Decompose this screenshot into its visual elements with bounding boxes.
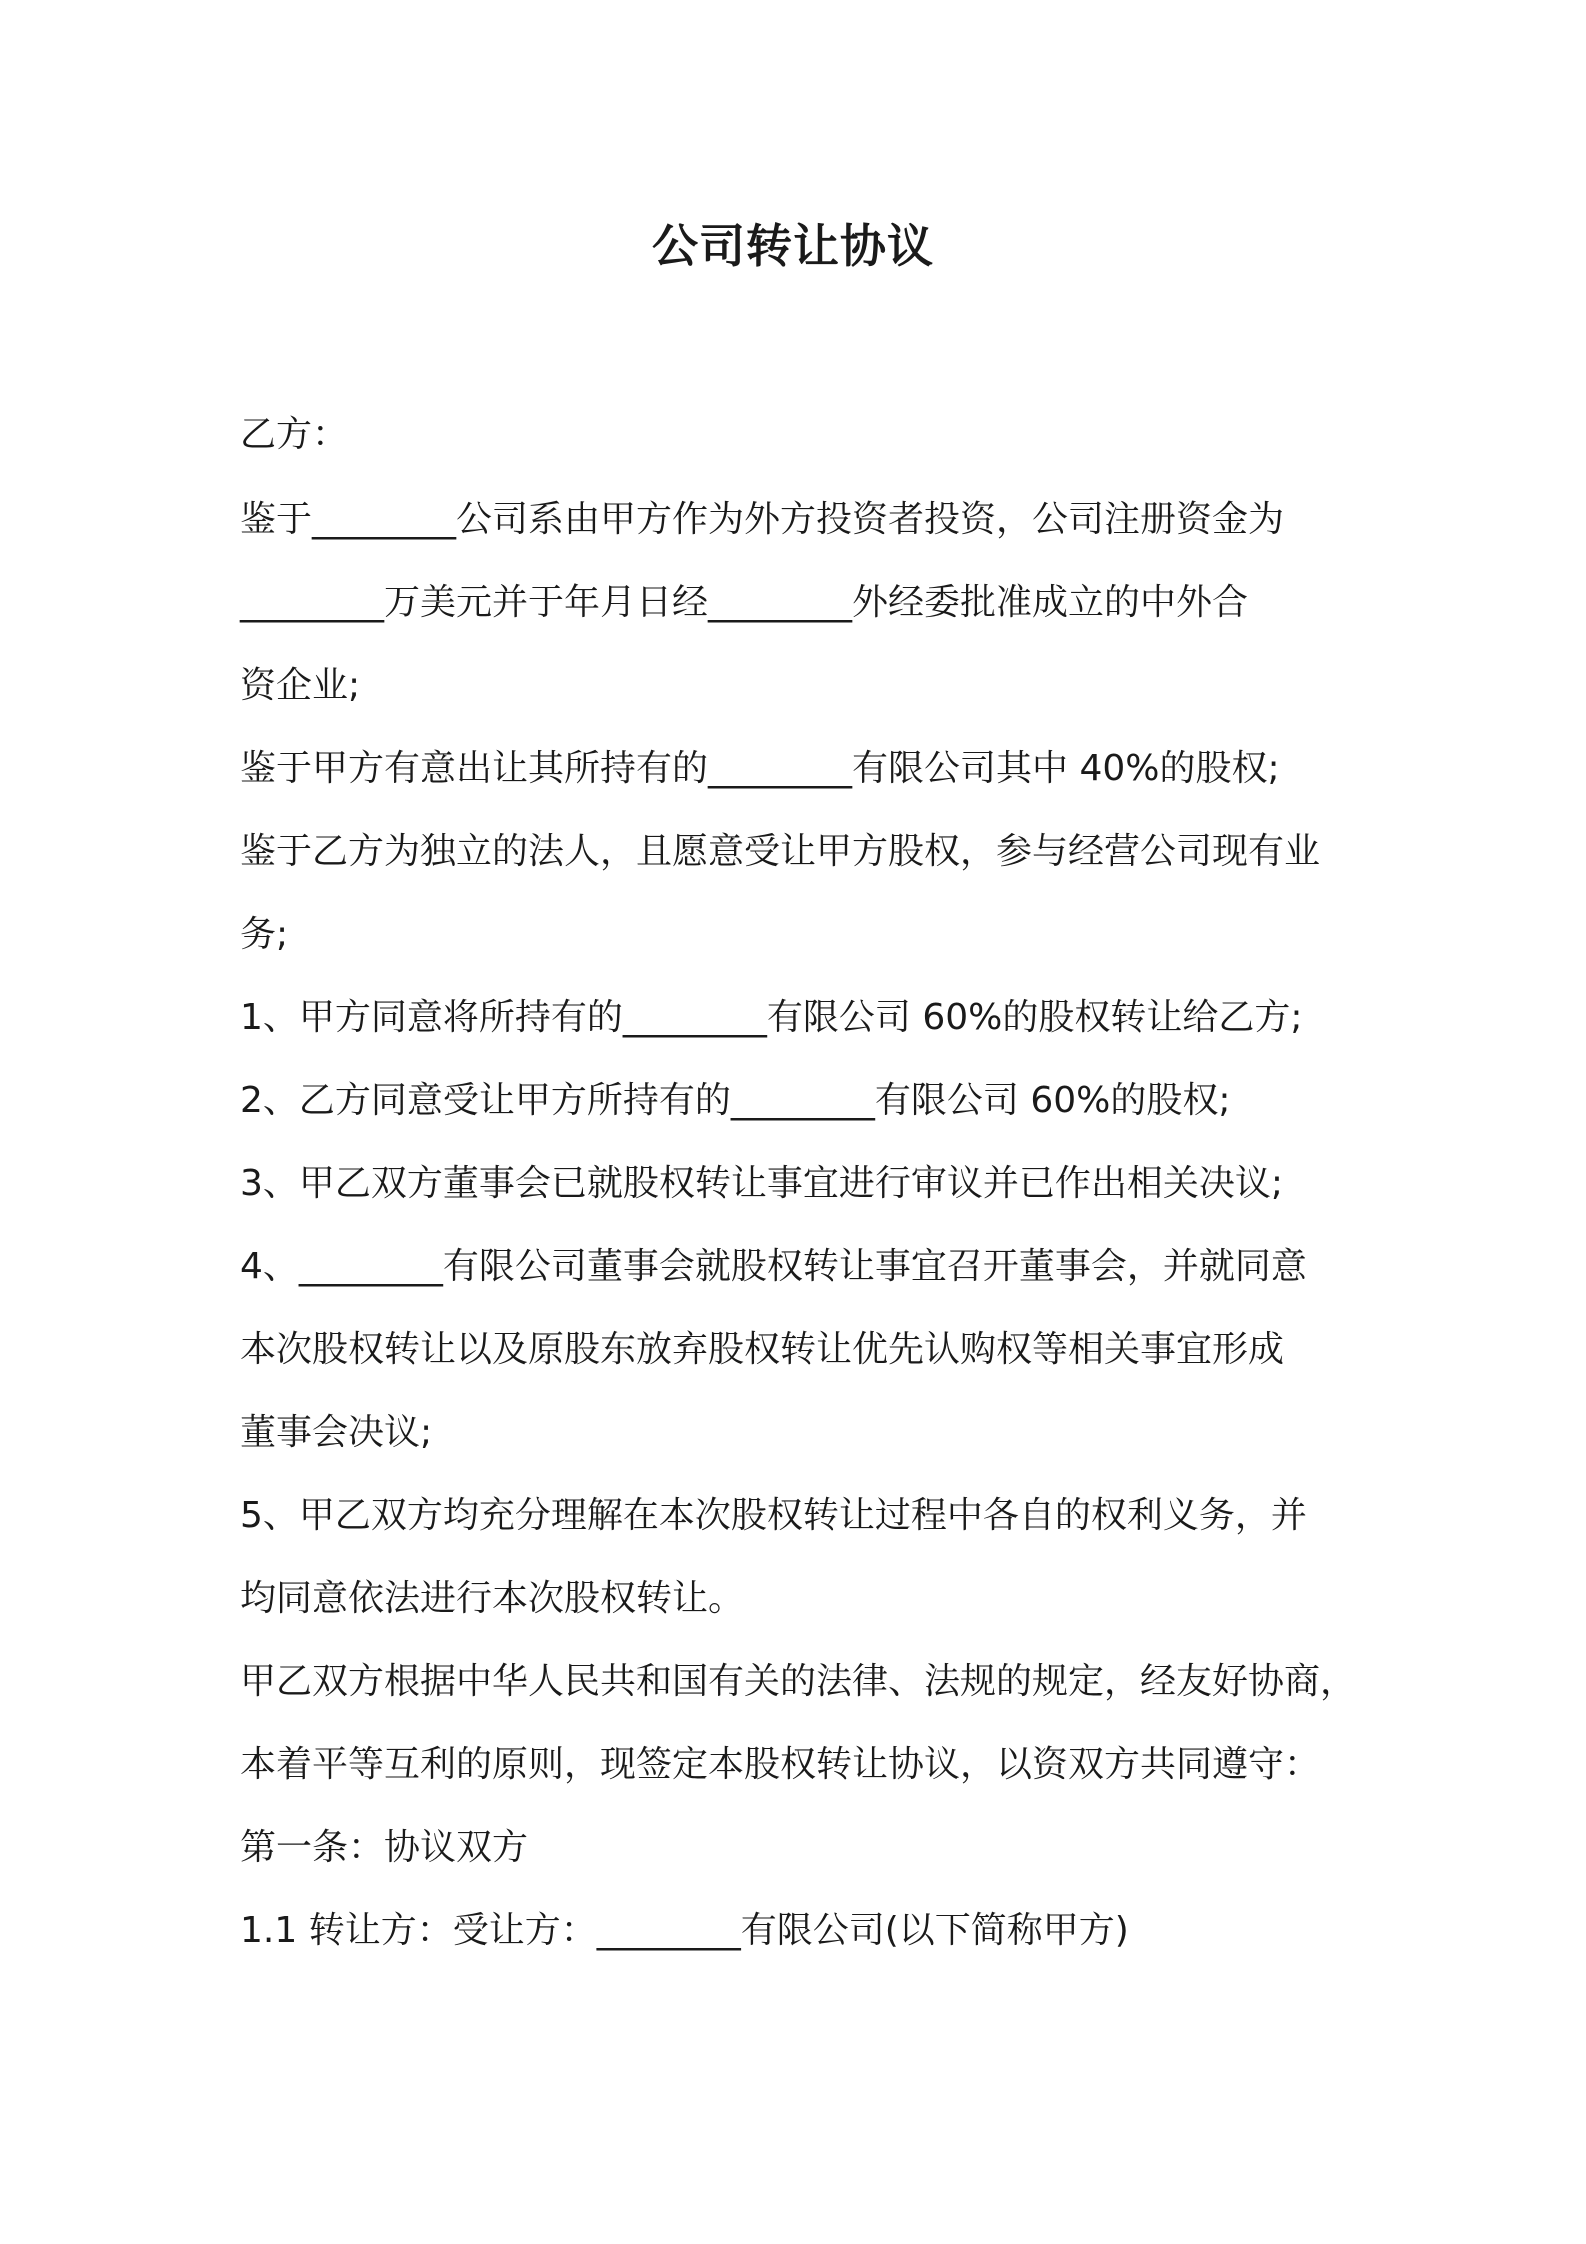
article-1-heading: 第一条：协议双方: [240, 1827, 529, 1868]
recital-1-line-3: 资企业;: [240, 665, 361, 706]
recital-3-line-2: 务;: [240, 914, 289, 955]
document-title: 公司转让协议: [652, 219, 934, 273]
article-1-1: 1.1 转让方：受让方：________有限公司(以下简称甲方): [240, 1910, 1129, 1951]
clause-2: 2、乙方同意受让甲方所持有的________有限公司 60%的股权;: [240, 1080, 1231, 1121]
party-b-label: 乙方：: [240, 414, 349, 455]
clause-5-line-1: 5、甲乙双方均充分理解在本次股权转让过程中各自的权利义务，并: [240, 1495, 1307, 1536]
clause-1: 1、甲方同意将所持有的________有限公司 60%的股权转让给乙方;: [240, 997, 1303, 1038]
clause-5-line-2: 均同意依法进行本次股权转让。: [240, 1578, 745, 1619]
recital-1-line-1: 鉴于________公司系由甲方作为外方投资者投资，公司注册资金为: [240, 499, 1285, 540]
recital-2: 鉴于甲方有意出让其所持有的________有限公司其中 40%的股权;: [240, 748, 1280, 789]
clause-3: 3、甲乙双方董事会已就股权转让事宜进行审议并已作出相关决议;: [240, 1163, 1284, 1204]
clause-4-line-1: 4、________有限公司董事会就股权转让事宜召开董事会，并就同意: [240, 1246, 1307, 1287]
clause-4-line-3: 董事会决议;: [240, 1412, 433, 1453]
recital-3-line-1: 鉴于乙方为独立的法人，且愿意受让甲方股权，参与经营公司现有业: [240, 831, 1321, 872]
agreement-basis-line-2: 本着平等互利的原则，现签定本股权转让协议，以资双方共同遵守：: [240, 1744, 1321, 1785]
agreement-basis-line-1: 甲乙双方根据中华人民共和国有关的法律、法规的规定，经友好协商，: [240, 1661, 1357, 1702]
clause-4-line-2: 本次股权转让以及原股东放弃股权转让优先认购权等相关事宜形成: [240, 1329, 1285, 1370]
recital-1-line-2: ________万美元并于年月日经________外经委批准成立的中外合: [240, 582, 1249, 623]
